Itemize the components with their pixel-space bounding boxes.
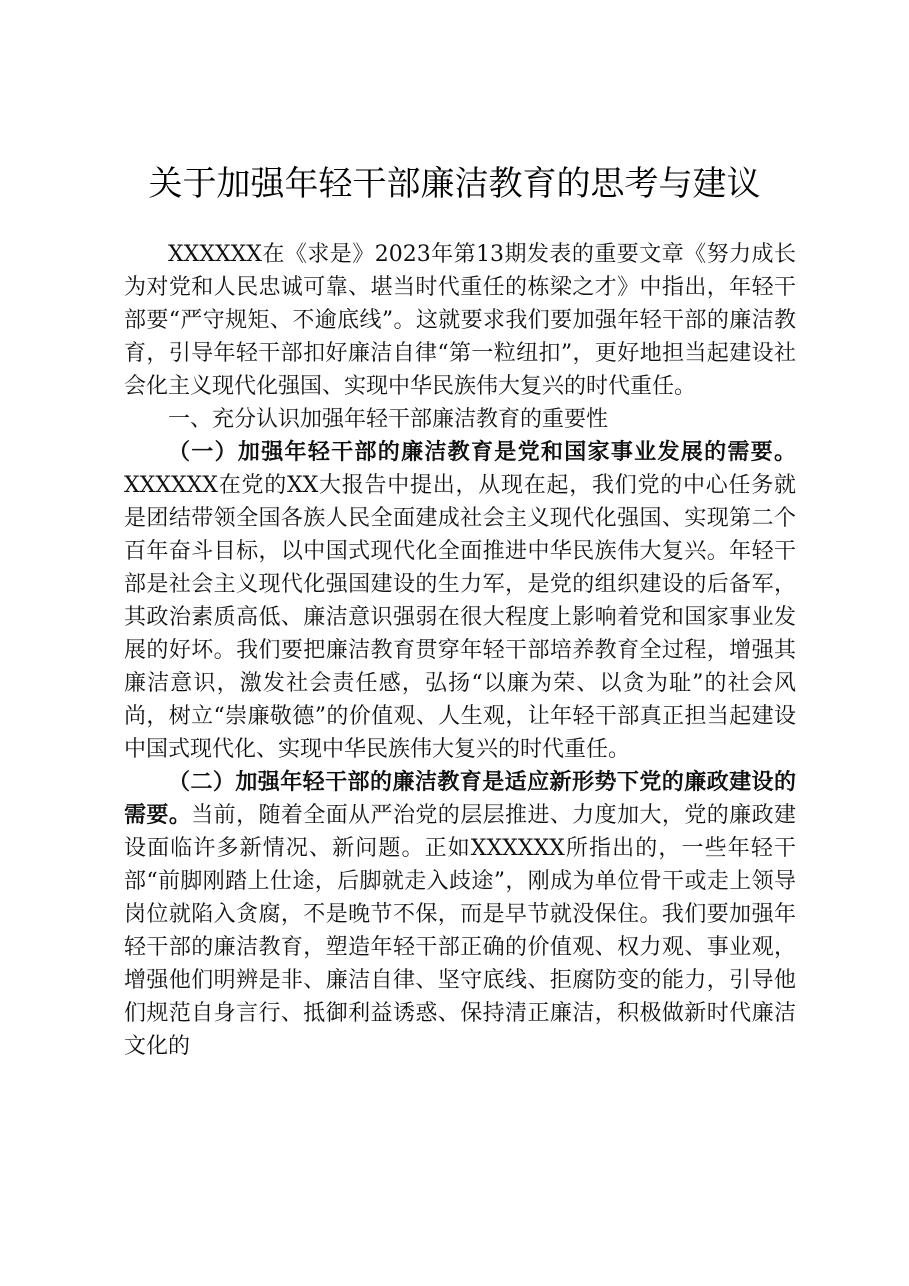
subsection-paragraph-2 [124, 766, 796, 1063]
subsection-paragraph-1 [124, 436, 796, 766]
document-body [124, 238, 796, 1063]
section-heading-1: 一、充分认识加强年轻干部廉洁教育的重要性 [168, 407, 609, 432]
subsection-body-2: 当前，随着全面从严治党的层层推进、力度加大，党的廉政建设面临许多新情况、新问题。正如XXXXXX所指出的，一些年轻干部“前脚刚踏上仕途，后脚就走入歧途”，刚成为单位骨干或走上领导岗位就陷入贪腐，不是晚节不保，而是早节就没保住。我们要加强年轻干部的廉洁教育，塑造年轻干部正确的价值观、权力观、事业观，增强他们明辨是非、廉洁自律、坚守底线、拒腐防变的能力，引导他们规范自身言行、抵御利益诱惑、保持清正廉洁，积极做新时代廉洁文化的 [124, 803, 796, 1059]
document-title: 关于加强年轻干部廉洁教育的思考与建议 [148, 164, 761, 204]
subsection-body-1: XXXXXX在党的XX大报告中提出，从现在起，我们党的中心任务就是团结带领全国各族人民全面建成社会主义现代化强国、实现第二个百年奋斗目标，以中国式现代化全面推进中华民族伟大复兴。年轻干部是社会主义现代化强国建设的生力军，是党的组织建设的后备军，其政治素质高低、廉洁意识强弱在很大程度上影响着党和国家事业发展的好坏。我们要把廉洁教育贯穿年轻干部培养教育全过程，增强其廉洁意识，激发社会责任感，弘扬“以廉为荣、以贪为耻”的社会风尚，树立“崇廉敬德”的价值观、人生观，让年轻干部真正担当起建设中国式现代化、实现中华民族伟大复兴的时代重任。 [124, 473, 796, 762]
intro-paragraph: XXXXXX在《求是》2023年第13期发表的重要文章《努力成长为对党和人民忠诚可靠、堪当时代重任的栋梁之才》中指出，年轻干部要“严守规矩、不逾底线”。这就要求我们要加强年轻干部的廉洁教育，引导年轻干部扣好廉洁自律“第一粒纽扣”，更好地担当起建设社会化主义现代化强国、实现中华民族伟大复兴的时代重任。 [124, 242, 796, 399]
subsection-lead-2: （二）加强年轻干部的廉洁教育是适应新形势下党的廉政建设的需要。 [124, 770, 796, 828]
subsection-lead-1: （一）加强年轻干部的廉洁教育是党和国家事业发展的需要。 [168, 440, 796, 465]
